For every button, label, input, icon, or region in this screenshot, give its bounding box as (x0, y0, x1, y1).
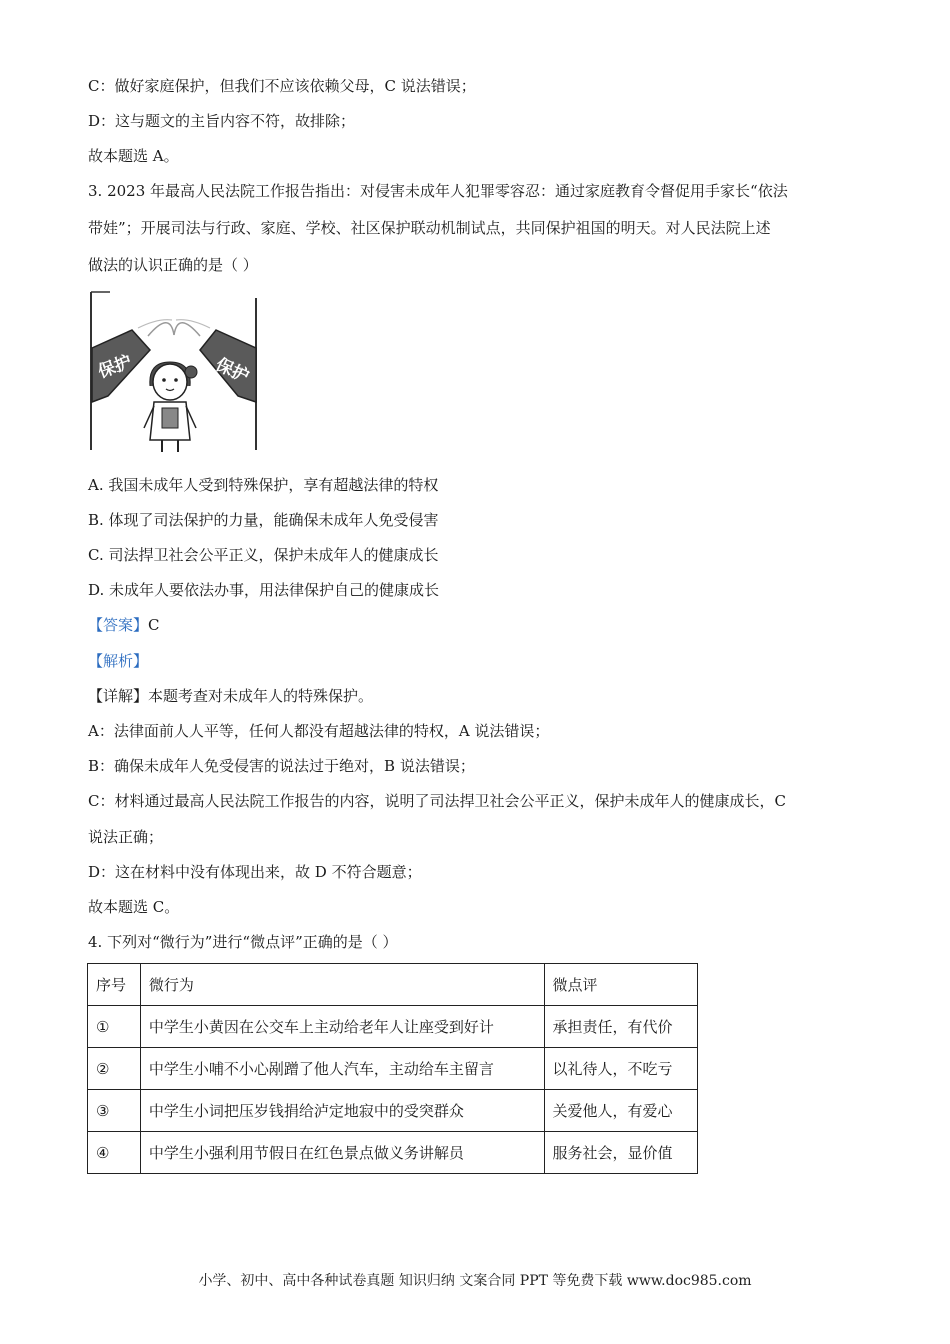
left-arm-label: 保护 (95, 352, 135, 383)
explanation-d: D：这在材料中没有体现出来，故 D 不符合题意； (88, 863, 422, 881)
row-behavior: 中学生小强利用节假日在红色景点做义务讲解员 (140, 1132, 544, 1174)
explanation-d-prev: D：这与题文的主旨内容不符，故排除； (88, 112, 356, 130)
answer-line (88, 615, 160, 635)
explanation-c-line-1: C：材料通过最高人民法院工作报告的内容，说明了司法捍卫社会公平正义，保护未成年人的健康成长，C (88, 792, 786, 810)
row-behavior: 中学生小哺不小心剐蹭了他人汽车，主动给车主留言 (140, 1048, 544, 1090)
row-number: ② (88, 1048, 141, 1090)
row-behavior: 中学生小词把压岁钱捐给泸定地寂中的受突群众 (140, 1090, 544, 1132)
header-review: 微点评 (544, 964, 698, 1006)
row-review: 服务社会，显价值 (544, 1132, 698, 1174)
detail-line: 【详解】本题考查对未成年人的特殊保护。 (88, 687, 374, 705)
question-3-line-3: 做法的认识正确的是（ ） (88, 256, 258, 274)
option-b: B. 体现了司法保护的力量，能确保未成年人免受侵害 (88, 511, 439, 529)
question-3-line-2: 带娃”；开展司法与行政、家庭、学校、社区保护联动机制试点，共同保护祖国的明天。对人民法院上述 (88, 219, 771, 237)
table-row (88, 1006, 698, 1048)
question-3-line-1: 3. 2023 年最高人民法院工作报告指出：对侵害未成年人犯罪零容忍：通过家庭教育令督促用手家长“依法 (88, 182, 788, 200)
protection-illustration (88, 290, 260, 454)
page-footer: 小学、初中、高中各种试卷真题 知识归纳 文案合同 PPT 等免费下载 www.doc985.com (198, 1273, 752, 1289)
row-number: ④ (88, 1132, 141, 1174)
explanation-a: A：法律面前人人平等，任何人都没有超越法律的特权，A 说法错误； (88, 722, 550, 740)
table-row (88, 1090, 698, 1132)
table-row (88, 1132, 698, 1174)
row-behavior: 中学生小黄因在公交车上主动给老年人让座受到好计 (140, 1006, 544, 1048)
row-number: ① (88, 1006, 141, 1048)
option-a: A. 我国未成年人受到特殊保护，享有超越法律的特权 (88, 476, 439, 494)
header-behavior: 微行为 (140, 964, 544, 1006)
conclusion: 故本题选 C。 (88, 898, 180, 916)
right-arm-label: 保护 (212, 354, 252, 388)
option-c: C. 司法捍卫社会公平正义，保护未成年人的健康成长 (88, 546, 439, 564)
conclusion-prev: 故本题选 A。 (88, 147, 179, 165)
table-row (88, 1048, 698, 1090)
header-number: 序号 (88, 964, 141, 1006)
analysis-tag: 【解析】 (88, 652, 149, 670)
row-review: 承担责任，有代价 (544, 1006, 698, 1048)
row-review: 关爱他人，有爱心 (544, 1090, 698, 1132)
answer-tag: 【答案】 (88, 616, 149, 634)
table-header-row (88, 964, 698, 1006)
explanation-c-line-2: 说法正确； (88, 828, 164, 846)
answer-value: C (148, 616, 160, 634)
row-number: ③ (88, 1090, 141, 1132)
option-d: D. 未成年人要依法办事，用法律保护自己的健康成长 (88, 581, 440, 599)
explanation-b: B：确保未成年人免受侵害的说法过于绝对，B 说法错误； (88, 757, 475, 775)
row-review: 以礼待人，不吃亏 (544, 1048, 698, 1090)
question-4: 4. 下列对“微行为”进行“微点评”正确的是（ ） (88, 933, 398, 951)
explanation-c-prev: C：做好家庭保护，但我们不应该依赖父母，C 说法错误； (88, 77, 476, 95)
behavior-review-table (87, 963, 698, 1174)
